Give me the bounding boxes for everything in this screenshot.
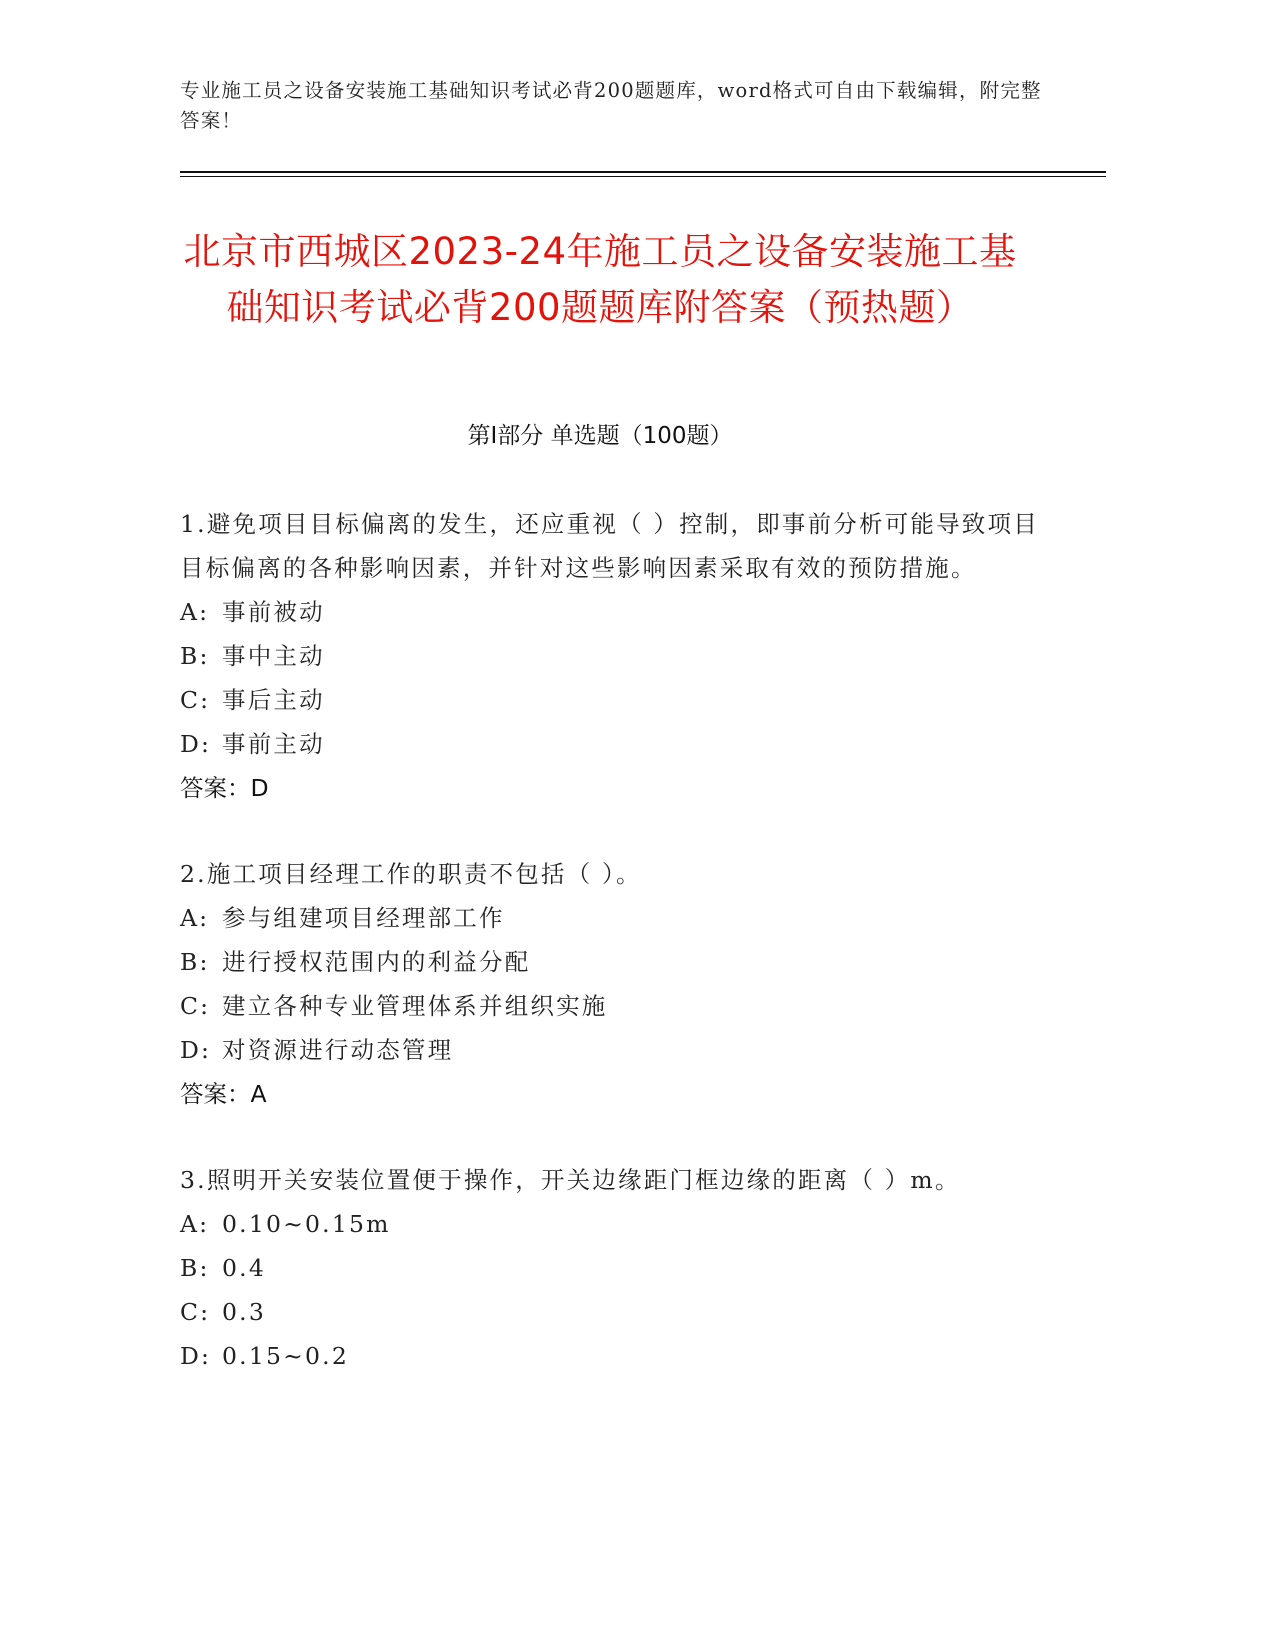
option-text: 0.15~0.2 bbox=[222, 1342, 349, 1370]
option-a bbox=[180, 1202, 1040, 1246]
document-title: 北京市西城区2023-24年施工员之设备安装施工基础知识考试必背200题题库附答案（预热题） bbox=[183, 230, 1017, 329]
answer-line: 答案：A bbox=[180, 1080, 267, 1108]
question-stem: 1.避免项目目标偏离的发生，还应重视（ ）控制，即事前分析可能导致项目目标偏离的各种影响因素，并针对这些影响因素采取有效的预防措施。 bbox=[180, 510, 1039, 582]
option-d bbox=[180, 1334, 1040, 1378]
option-letter: A: bbox=[180, 1210, 210, 1238]
option-a bbox=[180, 896, 1040, 940]
option-text: 0.3 bbox=[222, 1298, 266, 1326]
option-text: 事前被动 bbox=[222, 598, 325, 626]
option-text: 进行授权范围内的利益分配 bbox=[222, 948, 531, 976]
option-text: 0.4 bbox=[222, 1254, 266, 1282]
option-text: 事前主动 bbox=[222, 730, 325, 758]
option-text: 事中主动 bbox=[222, 642, 325, 670]
question-3 bbox=[180, 1158, 1040, 1378]
option-c bbox=[180, 984, 1040, 1028]
header-divider-thick bbox=[180, 171, 1106, 173]
option-letter: A: bbox=[180, 904, 210, 932]
option-letter: D: bbox=[180, 1036, 212, 1064]
answer-line: 答案：D bbox=[180, 774, 269, 802]
option-a bbox=[180, 590, 1040, 634]
option-text: 参与组建项目经理部工作 bbox=[222, 904, 505, 932]
option-c bbox=[180, 1290, 1040, 1334]
option-text: 事后主动 bbox=[222, 686, 325, 714]
option-b bbox=[180, 634, 1040, 678]
option-letter: B: bbox=[180, 642, 210, 670]
option-c bbox=[180, 678, 1040, 722]
option-letter: B: bbox=[180, 1254, 210, 1282]
question-1 bbox=[180, 502, 1040, 810]
header-note: 专业施工员之设备安装施工基础知识考试必背200题题库，word格式可自由下载编辑，附完整答案！ bbox=[180, 79, 1042, 132]
option-letter: C: bbox=[180, 686, 211, 714]
option-letter: D: bbox=[180, 1342, 212, 1370]
option-letter: A: bbox=[180, 598, 210, 626]
option-letter: B: bbox=[180, 948, 210, 976]
option-text: 建立各种专业管理体系并组织实施 bbox=[222, 992, 608, 1020]
option-text: 0.10~0.15m bbox=[222, 1210, 391, 1238]
section-heading: 第I部分 单选题（100题） bbox=[467, 423, 733, 449]
option-b bbox=[180, 940, 1040, 984]
header-divider-thin bbox=[180, 176, 1106, 177]
option-text: 对资源进行动态管理 bbox=[222, 1036, 454, 1064]
option-letter: D: bbox=[180, 730, 212, 758]
option-letter: C: bbox=[180, 1298, 211, 1326]
question-2 bbox=[180, 852, 1040, 1116]
option-d bbox=[180, 722, 1040, 766]
option-b bbox=[180, 1246, 1040, 1290]
option-d bbox=[180, 1028, 1040, 1072]
question-stem: 2.施工项目经理工作的职责不包括（ ）。 bbox=[180, 860, 642, 888]
option-letter: C: bbox=[180, 992, 211, 1020]
question-stem: 3.照明开关安装位置便于操作，开关边缘距门框边缘的距离（ ）m。 bbox=[180, 1166, 961, 1194]
question-list bbox=[180, 502, 1040, 1420]
